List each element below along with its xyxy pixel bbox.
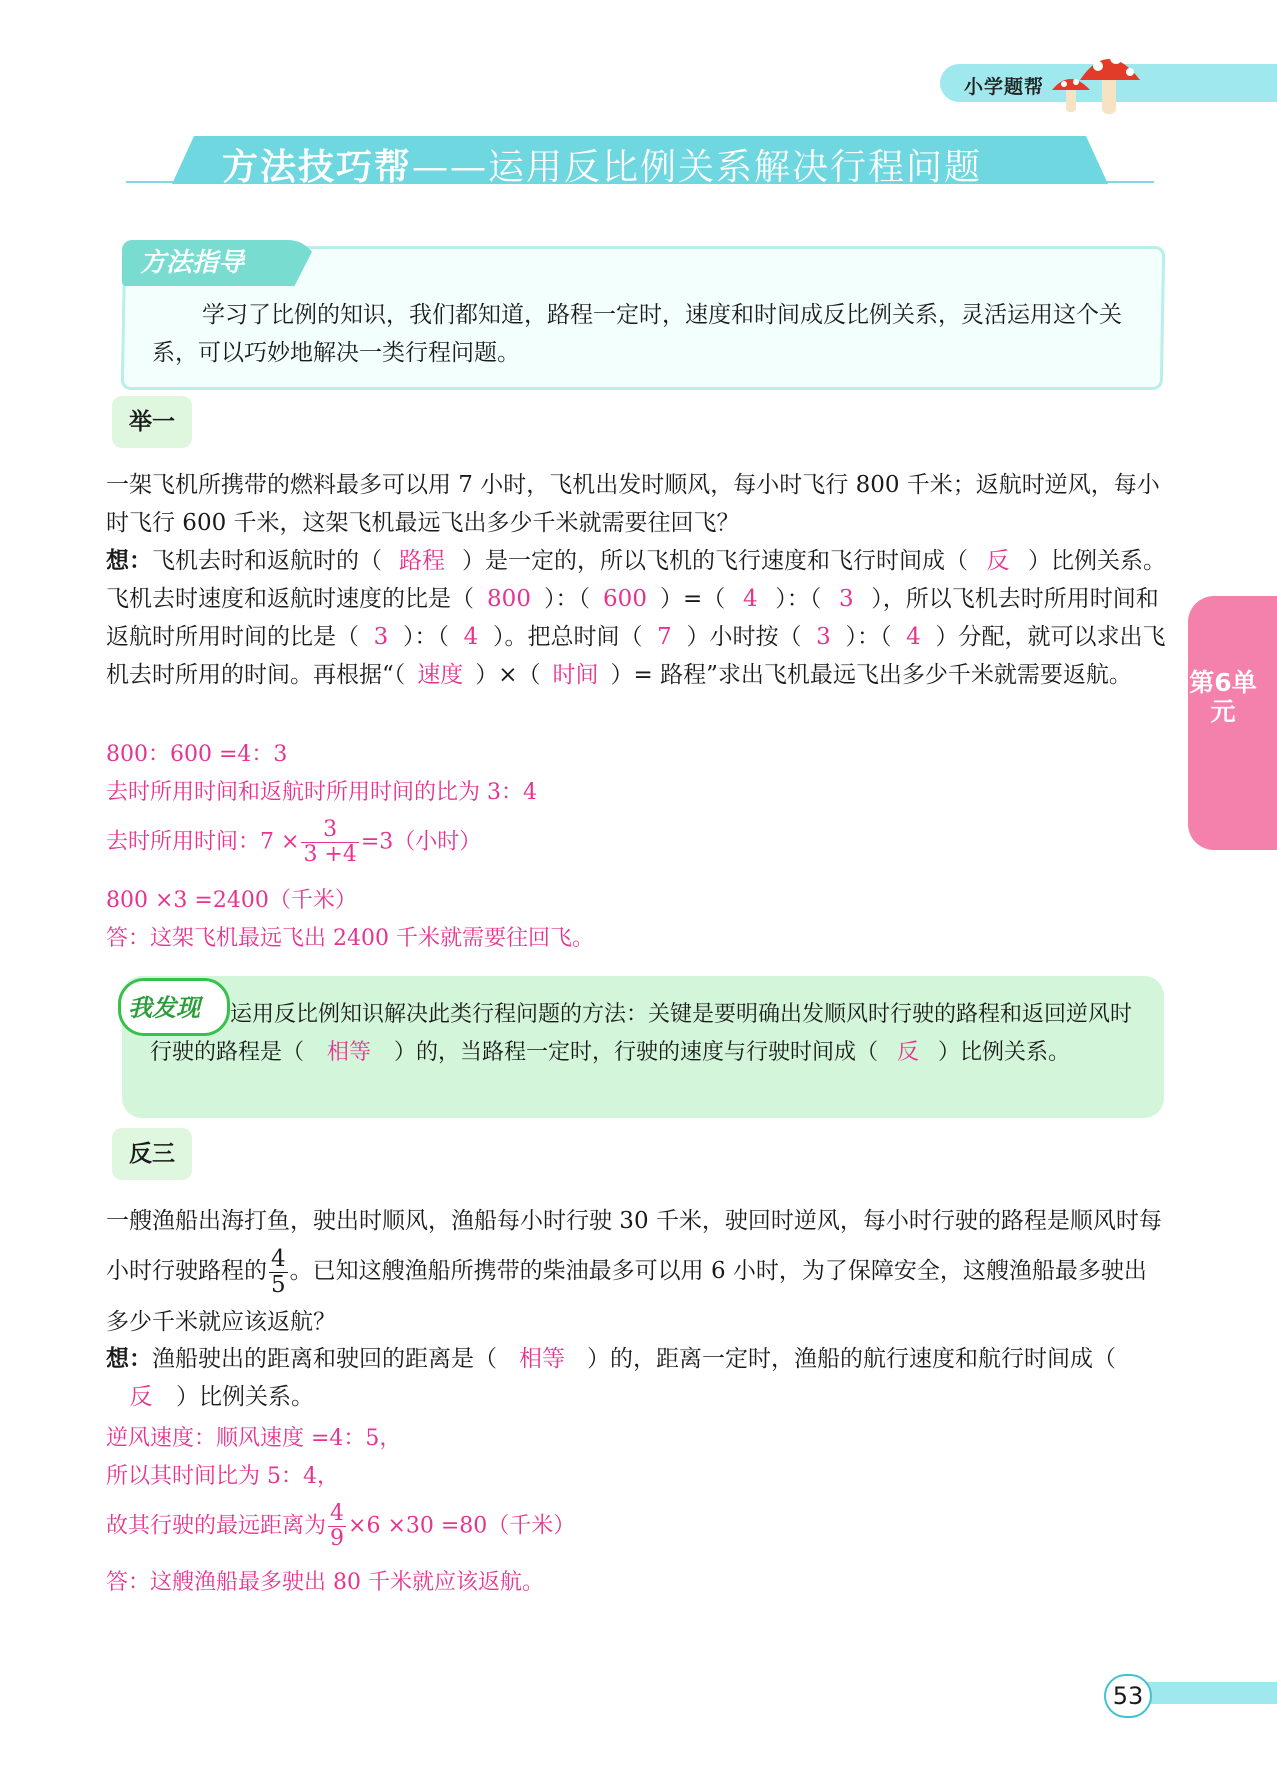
answer-blank: 3 [816,624,831,650]
answer-blank: 4 [906,624,921,650]
answer-blank: 反 [129,1384,153,1410]
answer-blank: 4 [463,624,479,650]
solution-answer: 答：这艘渔船最多驶出 80 千米就应该返航。 [106,1570,544,1595]
answer-blank: 800 [487,586,531,612]
answer-blank: 7 [657,624,672,650]
answer-blank: 4 [742,586,758,612]
footer-bar [1130,1682,1277,1704]
example-question: 一架飞机所携带的燃料最多可以用 7 小时，飞机出发时顺风，每小时飞行 800 千米；返航时逆风，每小时飞行 600 千米，这架飞机最远飞出多少千米就需要往回飞？ [106,472,1160,536]
method-guide-label: 方法指导 [140,248,245,278]
unit-label: 第6单元 [1189,668,1257,726]
title-bold: 方法技巧帮 [222,147,413,188]
example-think: 想：飞机去时和返航时的（ 路程 ）是一定的，所以飞机的飞行速度和飞行时间成（ 反 ）比例关系。飞机去时速度和返航时速度的比是（ 800 ）：（ 600 ）=（ 4 ）：（ 3 ），所以飞机去时所用时间和返航时所用时间的比是（ 3 ）：（ 4 ）。把总时间（ 7 ）小时按（ 3 ）：（ 4 ）分配，就可以求出飞机去时所用的时间。再根据“（ 速度 ）×（ 时间 ）= 路程”求出飞机最远飞出多少千米就需要返航。 [106,542,1166,694]
discovery-label: 我发现 [128,994,200,1022]
answer-blank: 3 [373,624,389,650]
think-lead: 想： [106,547,152,574]
practice-think: 想：渔船驶出的距离和驶回的距离是（ 相等 ）的，距离一定时，渔船的航行速度和航行时间成（反 ）比例关系。 [106,1340,1166,1416]
fraction: $\frac{4}{9}$ [330,1501,345,1552]
practice-question: 一艘渔船出海打鱼，驶出时顺风，渔船每小时行驶 30 千米，驶回时逆风，每小时行驶的路程是顺风时每小时行驶路程的 $\frac{4}{5}$ 。已知这艘渔船所携带的柴油最多可以用 6 小时，为了保障安全，这艘渔船最多驶出多少千米就应该返航？ [106,1208,1162,1335]
think-lead: 想： [106,1345,152,1372]
solution-line: 去时所用时间和返航时所用时间的比为 3：4 [106,780,537,805]
fraction: $\frac{3}{3 +4}$ [303,817,357,868]
page-number: 53 [1104,1674,1152,1718]
answer-blank: 600 [603,586,647,612]
discovery-text: 运用反比例知识解决此类行程问题的方法：关键是要明确出发顺风时行驶的路程和返回逆风时行驶的路程是（ 相等 ）的，当路程一定时，行驶的速度与行驶时间成（ 反 ）比例关系。 [150,996,1150,1072]
solution-line: 去时所用时间：7 × $\frac{3}{3 +4}$ =3（小时） [106,817,482,868]
solution-line: 逆风速度：顺风速度 =4：5， [106,1426,402,1451]
section-title [222,139,982,190]
example-label: 举一 [112,396,192,448]
answer-blank: 时间 [552,662,599,688]
solution-line: 800：600 =4：3 [106,742,288,767]
practice-label: 反三 [112,1128,192,1180]
answer-blank: 反 [986,548,1010,574]
answer-blank: 速度 [417,662,464,688]
solution-line: 故其行驶的最远距离为 $\frac{4}{9}$ ×6 ×30 =80（千米） [106,1501,576,1552]
answer-blank: 3 [838,586,854,612]
brand-name: 小学题帮 [964,76,1045,98]
answer-blank: 相等 [519,1346,565,1372]
solution-answer: 答：这架飞机最远飞出 2400 千米就需要往回飞。 [106,926,594,951]
fraction: $\frac{4}{5}$ [271,1246,286,1298]
mushroom-icon [1050,44,1146,116]
answer-blank: 路程 [399,548,445,574]
solution-line: 800 ×3 =2400（千米） [106,888,357,913]
method-guide-text: 学习了比例的知识，我们都知道，路程一定时，速度和时间成反比例关系，灵活运用这个关系，可以巧妙地解决一类行程问题。 [152,302,1122,366]
answer-blank: 相等 [327,1040,372,1065]
solution-line: 所以其时间比为 5：4， [106,1464,339,1489]
answer-blank: 反 [897,1040,920,1065]
title-rest: ——运用反比例关系解决行程问题 [412,147,983,188]
